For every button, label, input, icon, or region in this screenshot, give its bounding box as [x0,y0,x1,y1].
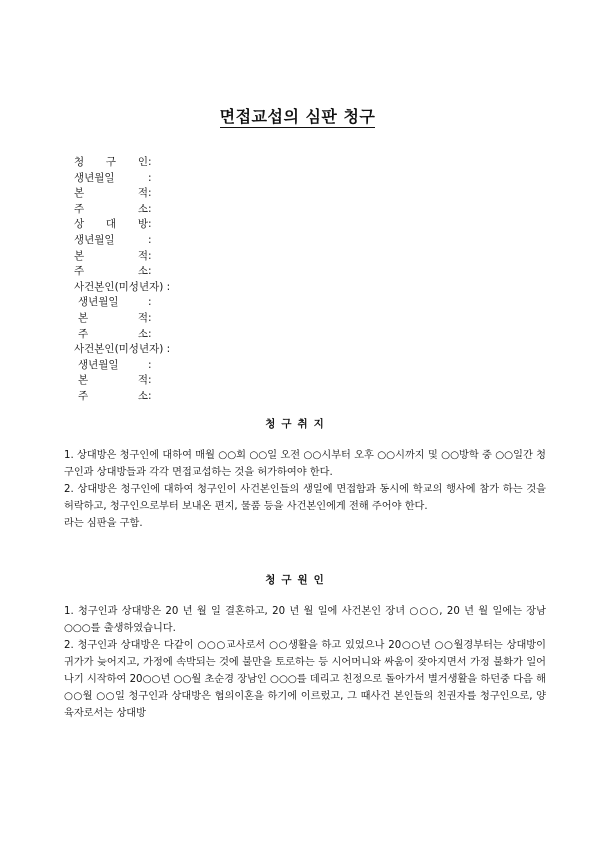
party-separator: : [148,296,152,309]
party-separator: : [163,343,171,356]
party-separator: : [148,389,152,402]
party-label: 본 적 [74,187,148,200]
cause-paragraph-2: 2. 청구인과 상대방은 다같이 ○○○교사로서 ○○생활을 하고 있었으나 20○○년 ○○월경부터는 상대방이 귀가가 늦어지고, 가정에 속박되는 것에 불만을 토로하는 등 시어머니와 싸움이 잦아지면서 가정 불화가 일어나기 시작하여 20○○년 ○○월 초순경 장남인 ○○○를 데리고 친정으로 돌아가서 별거생활을 하던중 다음 해 ○○월 ○○일 청구인과 상대방은 협의이혼을 하기에 이르렀고, 그 때사건 본인들의 친권자를 청구인으로, 양육자로서는 상대방 [64,640,546,719]
party-separator: : [148,171,152,184]
party-row [74,327,170,343]
purpose-paragraph-3: 라는 심판을 구함. [64,518,143,529]
purpose-heading: 청구취지 [265,418,330,430]
party-row [74,342,170,358]
party-label: 본 적 [74,249,148,262]
party-row [74,171,170,187]
party-row [74,249,170,265]
cause-paragraph-1: 1. 청구인과 상대방은 20 년 월 일 결혼하고, 20 년 월 일에 사건본인 장녀 ○○○, 20 년 월 일에는 장남 ○○○를 출생하였습니다. [64,606,546,634]
party-row [74,217,170,233]
party-row [74,202,170,218]
party-separator: : [163,280,171,293]
party-label: 주 소 [74,265,148,278]
cause-heading: 청구원인 [265,574,330,586]
cause-body [64,603,546,722]
party-separator: : [148,265,152,278]
party-label: 본 적 [78,311,148,324]
purpose-paragraph-1: 1. 상대방은 청구인에 대하여 매월 ○○회 ○○일 오전 ○○시부터 오후 ○○시까지 및 ○○방학 중 ○○일간 청구인과 상대방들과 각각 면접교섭하는 것을 허가하여야 한다. [64,450,546,478]
party-label: 본 적 [78,374,148,387]
party-separator: : [148,358,152,371]
party-label: 사건본인(미성년자) [74,343,164,356]
party-info-block [74,155,170,405]
party-label: 상 대 방 [74,218,148,231]
party-row [74,186,170,202]
party-label: 주 소 [78,389,148,402]
document-title: 면접교섭의 심판 청구 [219,107,376,126]
party-label: 생년월일 [74,171,115,184]
party-row [74,373,170,389]
party-label: 주 소 [74,202,148,215]
party-label: 생년월일 [74,233,115,246]
party-label: 생년월일 [78,296,119,309]
party-separator: : [148,187,152,200]
party-label: 청 구 인 [74,156,148,168]
purpose-body [64,447,546,532]
party-separator: : [148,249,152,262]
party-row [74,389,170,405]
party-row [74,233,170,249]
party-separator: : [148,374,152,387]
party-separator: : [148,327,152,340]
party-separator: : [148,311,152,324]
party-label: 생년월일 [78,358,119,371]
party-separator: : [148,156,152,168]
purpose-paragraph-2: 2. 상대방은 청구인에 대하여 청구인이 사건본인들의 생일에 면접함과 동시에 학교의 행사에 참가 하는 것을 허락하고, 청구인으로부터 보내온 편지, 물품 등을 사건본인에게 전해 주어야 한다. [64,484,546,512]
party-row [74,295,170,311]
party-separator: : [148,233,152,246]
party-separator: : [148,218,152,231]
party-label: 사건본인(미성년자) [74,280,164,293]
party-row [74,358,170,374]
party-row [74,264,170,280]
party-label: 주 소 [78,327,148,340]
party-row [74,155,170,171]
party-separator: : [148,202,152,215]
party-row [74,280,170,296]
party-row [74,311,170,327]
